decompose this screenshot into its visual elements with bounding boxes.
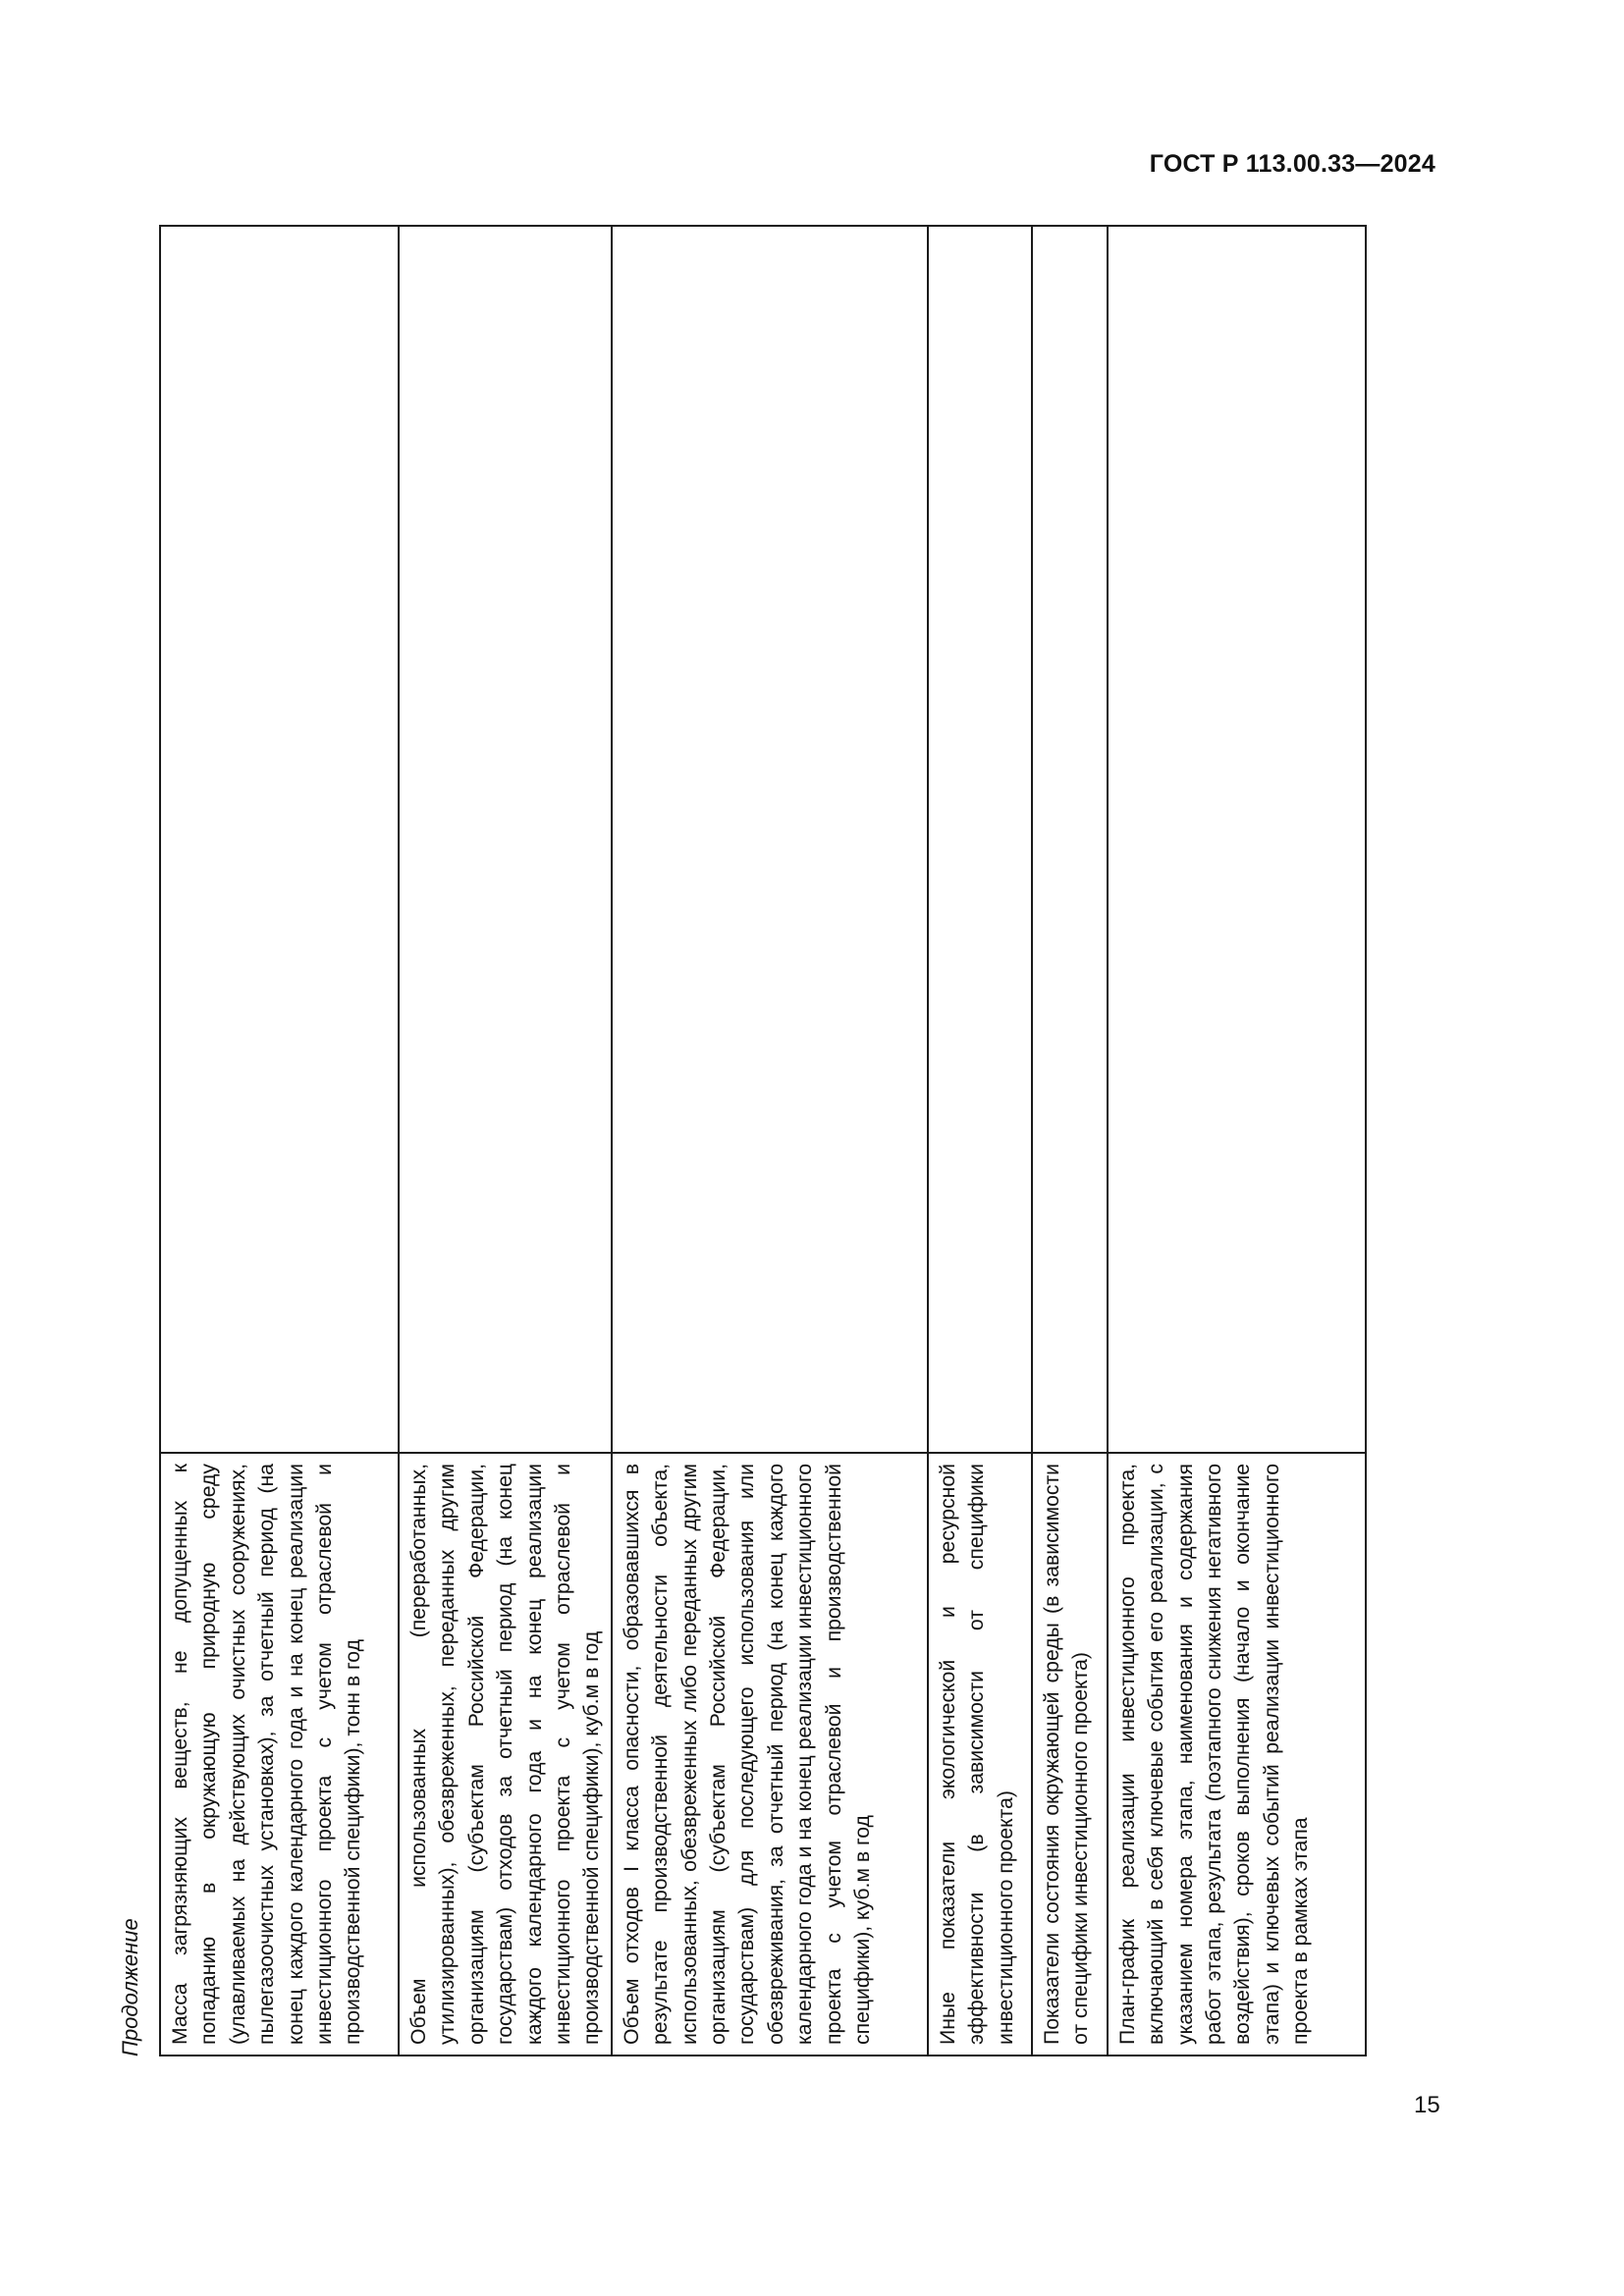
row-name-cell: Масса загрязняющих веществ, не допущенных к попаданию в окружающую природную среду (улавливаемых на действующих очистных сооружениях, пылегазоочистных установках), за отчетный период (на конец каждого календарного года и на конец реализации инвестиционного проекта с учетом отраслевой и производственной специфики), тонн в год [160, 1453, 399, 2056]
continued-label: Продолжение [118, 1918, 142, 2056]
row-value-cell [399, 226, 612, 1453]
row-value-cell [612, 226, 928, 1453]
row-value-cell [928, 226, 1032, 1453]
table-row [160, 226, 399, 2056]
row-name-cell: План-график реализации инвестиционного проекта, включающий в себя ключевые события его реализации, с указанием номера этапа, наименования и содержания работ этапа, результата (поэтапного снижения негативного воздействия), сроков выполнения (начало и окончание этапа) и ключевых событий реализации инвестиционного проекта в рамках этапа [1108, 1453, 1366, 2056]
table-row [928, 226, 1032, 2056]
table-row [1032, 226, 1108, 2056]
row-value-cell [1032, 226, 1108, 1453]
table-row [399, 226, 612, 2056]
row-value-cell [160, 226, 399, 1453]
document-code: ГОСТ Р 113.00.33—2024 [1149, 150, 1435, 178]
row-name-cell: Показатели состояния окружающей среды (в зависимости от специфики инвестиционного проекта) [1032, 1453, 1108, 2056]
table-row [1108, 226, 1366, 2056]
table-row [612, 226, 928, 2056]
row-name-cell: Иные показатели экологической и ресурсной эффективности (в зависимости от специфики инвестиционного проекта) [928, 1453, 1032, 2056]
row-name-cell: Объем отходов I класса опасности, образовавшихся в результате производственной деятельности объекта, использованных, обезвреженных либо переданных другим организациям (субъектам Российской Федерации, государствам) для последующего использования или обезвреживания, за отчетный период (на конец каждого календарного года и на конец реализации инвестиционного проекта с учетом отраслевой и производственной специфики), куб.м в год [612, 1453, 928, 2056]
requirements-table [159, 225, 1367, 2056]
rotated-table-block [110, 211, 1406, 2056]
row-name-cell: Объем использованных (переработанных, утилизированных), обезвреженных, переданных другим организациям (субъектам Российской Федерации, государствам) отходов за отчетный период (на конец каждого календарного года и на конец реализации инвестиционного проекта с учетом отраслевой и производственной специфики), куб.м в год [399, 1453, 612, 2056]
row-value-cell [1108, 226, 1366, 1453]
page-number: 15 [1414, 2092, 1440, 2118]
